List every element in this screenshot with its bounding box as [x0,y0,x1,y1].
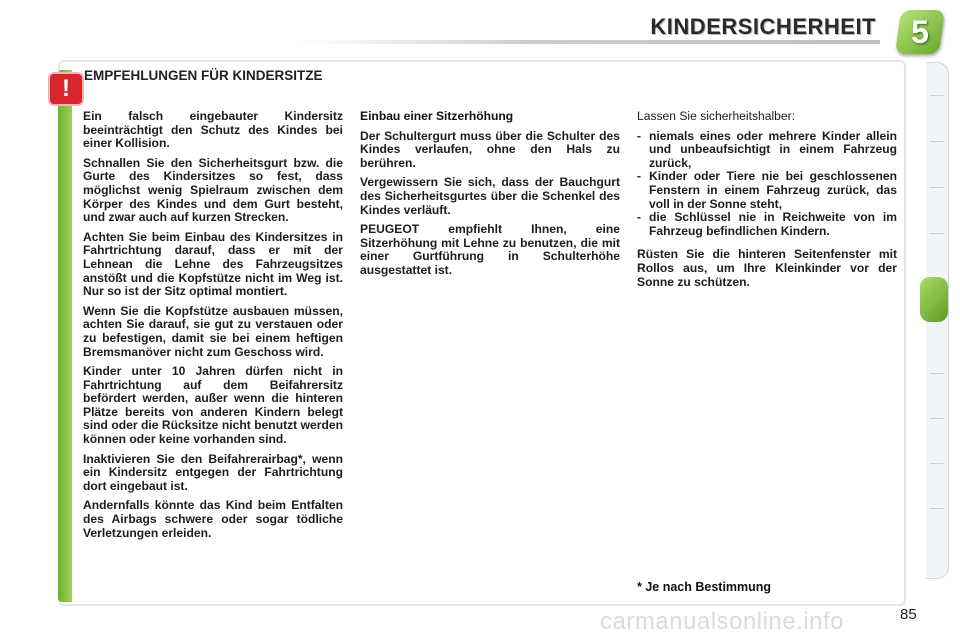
tab-divider [930,187,944,188]
page-title: KINDERSICHERHEIT [650,14,876,39]
tab-divider [930,373,944,374]
paragraph: Rüsten Sie die hinteren Seitenfenster mit Rollos aus, um Ihre Kleinkinder vor der Sonne zu schützen. [637,247,897,289]
green-side-bar [58,70,72,602]
paragraph: Vergewissern Sie sich, dass der Bauchgurt des Sicherheitsgurtes über die Schenkel des Kindes verläuft. [360,175,620,217]
column-1 [83,110,343,546]
list-item: - die Schlüssel nie in Reichweite von im Fahrzeug befindlichen Kindern. [637,211,897,238]
paragraph: PEUGEOT empfiehlt Ihnen, eine Sitzerhöhung mit Lehne zu benutzen, die mit einer Gurtführung in Schulterhöhe ausgestattet ist. [360,222,620,277]
tab-divider [930,141,944,142]
watermark: carmanualsonline.info [600,608,844,635]
paragraph: Der Schultergurt muss über die Schulter des Kindes verlaufen, ohne den Hals zu berühren. [360,128,620,170]
list-item: - Kinder oder Tiere nie bei geschlossenen Fenstern in einem Fahrzeug zurück, das voll in der Sonne steht, [637,170,897,211]
subsection-title: Einbau einer Sitzerhöhung [360,109,514,123]
column-3 [637,110,897,295]
warning-icon: ! [48,72,84,106]
tab-divider [930,233,944,234]
header-band [300,40,880,44]
section-title: EMPFEHLUNGEN FÜR KINDERSITZE [84,68,323,83]
paragraph: Ein falsch eingebauter Kindersitz beeinträchtigt den Schutz des Kindes bei einer Kollision. [83,109,343,151]
paragraph: Kinder unter 10 Jahren dürfen nicht in Fahrtrichtung auf dem Beifahrersitz befördert werden, außer wenn die hinteren Plätze bereits von anderen Kindern belegt sind oder die Rücksitze nicht benutzt werden können oder keine vorhanden sind. [83,364,343,447]
list-intro: Lassen Sie sicherheitshalber: [637,109,795,123]
paragraph: Inaktivieren Sie den Beifahrerairbag*, wenn ein Kindersitz entgegen der Fahrtrichtung dort eingebaut ist. [83,451,343,493]
paragraph: Wenn Sie die Kopfstütze ausbauen müssen, achten Sie darauf, sie gut zu verstauen oder zu befestigen, damit sie bei einem heftigen Bremsmanöver nicht zum Geschoss wird. [83,303,343,359]
safety-list [637,130,897,239]
paragraph: Andernfalls könnte das Kind beim Entfalten des Airbags schwere oder sogar tödliche Verletzungen erleiden. [83,498,343,540]
chapter-number: 5 [911,14,929,50]
footnote: * Je nach Bestimmung [637,580,772,594]
active-chapter-tab [920,277,948,322]
tab-divider [930,463,944,464]
tab-divider [930,418,944,419]
paragraph: Schnallen Sie den Sicherheitsgurt bzw. die Gurte des Kindersitzes so fest, dass möglichst wenig Spielraum zwischen dem Körper des Kindes und dem Gurt besteht, und zwar auch auf kurzen Strecken. [83,155,343,225]
column-2 [360,110,620,284]
tab-divider [930,95,944,96]
list-item: - niemals eines oder mehrere Kinder allein und unbeaufsichtigt in einem Fahrzeug zurück, [637,130,897,171]
tab-divider [930,508,944,509]
paragraph: Achten Sie beim Einbau des Kindersitzes in Fahrtrichtung darauf, dass er mit der Lehnean die Lehne des Fahrzeugsitzes anstößt und die Kopfstütze nicht im Weg ist. Nur so ist der Sitz optimal montiert. [83,229,343,299]
page-number: 85 [900,606,917,623]
